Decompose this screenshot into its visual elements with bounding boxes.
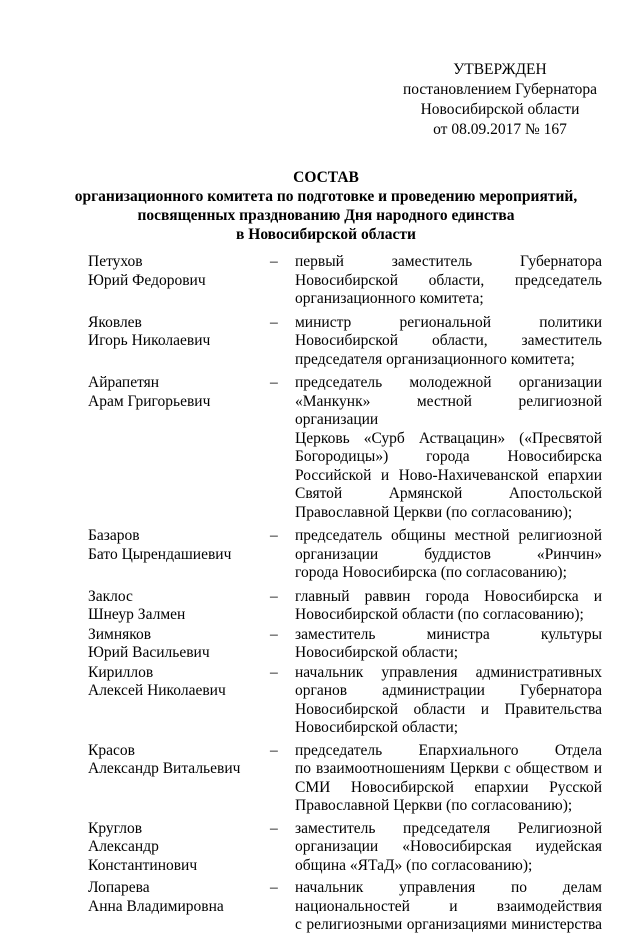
member-role xyxy=(295,626,602,663)
member-surname: Лопарева xyxy=(88,879,150,896)
member-given-name: Бато Цырендашиевич xyxy=(88,545,232,563)
member-role-line: Новосибирской области; xyxy=(295,644,459,661)
member-role-line: начальник управления по делам xyxy=(295,879,602,896)
member-role-line: органов администрации Губернатора xyxy=(295,682,602,699)
member-role-line: по взаимоотношениям Церкви с обществом и xyxy=(295,760,602,777)
member-given-name: Арам Григорьевич xyxy=(88,392,211,410)
member-dash: – xyxy=(270,625,278,643)
member-role-line: заместитель министра культуры xyxy=(295,625,602,643)
member-dash: – xyxy=(270,587,278,605)
member-role xyxy=(295,253,602,309)
member-surname: Петухов xyxy=(88,253,143,270)
committee-member xyxy=(88,314,602,370)
member-dash: – xyxy=(270,313,278,331)
member-name xyxy=(88,820,270,876)
member-role-line: Православной Церкви (по согласованию); xyxy=(295,797,573,814)
member-role-line: Российской и Ново-Нахичеванской епархии xyxy=(295,466,602,484)
member-role-line: организации буддистов «Ринчин» xyxy=(295,545,602,563)
member-role xyxy=(295,742,602,816)
member-role-line: национальностей и взаимодействия xyxy=(295,897,602,915)
member-name xyxy=(88,664,270,738)
member-name xyxy=(88,879,270,935)
member-given-name: Александр Витальевич xyxy=(88,760,241,777)
member-surname: Зимняков xyxy=(88,625,152,643)
member-name xyxy=(88,588,270,625)
committee-member xyxy=(88,664,602,738)
member-dash: – xyxy=(270,879,278,896)
committee-member xyxy=(88,879,602,935)
member-role-line: города Новосибирска (по согласованию); xyxy=(295,564,567,581)
member-role-line: председатель молодежной организации xyxy=(295,374,602,391)
member-given-name: Анна Владимировна xyxy=(88,897,224,915)
member-role-line: Новосибирской области и Правительства xyxy=(295,700,602,718)
member-role-line: председатель Епархиального Отдела xyxy=(295,741,602,759)
member-role-line: председателя организационного комитета; xyxy=(295,350,575,368)
member-role-line: председатель общины местной религиозной xyxy=(295,527,602,544)
member-given-name: Юрий Федорович xyxy=(88,271,206,289)
member-role-line: министр региональной политики xyxy=(295,313,602,331)
member-role-line: организационного комитета; xyxy=(295,290,484,307)
member-dash: – xyxy=(270,819,278,837)
member-given-name: Шнеур Залмен xyxy=(88,606,186,623)
member-surname: Базаров xyxy=(88,527,140,544)
committee-member xyxy=(88,742,602,816)
member-role-line: община «ЯТаД» (по согласованию); xyxy=(295,856,533,874)
member-role-line: Церковь «Сурб Аствацацин» («Пресвятой xyxy=(295,429,602,447)
member-role-line: Новосибирской области, заместитель xyxy=(295,332,602,349)
member-dash: – xyxy=(270,663,278,681)
member-surname: Кириллов xyxy=(88,663,154,681)
member-role-line: СМИ Новосибирской епархии Русской xyxy=(295,778,602,796)
member-role-line: Новосибирской области; xyxy=(295,719,459,736)
member-surname: Красов xyxy=(88,741,135,759)
approval-date: от 08.09.2017 № 167 xyxy=(433,121,567,138)
member-role xyxy=(295,374,602,522)
member-role xyxy=(295,664,602,738)
member-role-line: с религиозными организациями министерства xyxy=(295,916,602,933)
member-role xyxy=(295,820,602,876)
document-title: СОСТАВ xyxy=(293,169,359,186)
approval-line: постановлением Губернатора xyxy=(402,81,598,98)
member-role-line: Богородицы») города Новосибирска xyxy=(295,448,602,465)
approval-title: УТВЕРЖДЕН xyxy=(453,61,547,78)
member-role-line: «Манкунк» местной религиозной организации xyxy=(295,392,602,428)
member-dash: – xyxy=(270,741,278,759)
member-surname: Круглов xyxy=(88,819,143,837)
committee-member xyxy=(88,374,602,522)
member-role-line: первый заместитель Губернатора xyxy=(295,253,602,270)
member-name xyxy=(88,742,270,816)
member-name xyxy=(88,527,270,583)
member-role-line: организации «Новосибирская иудейская xyxy=(295,838,602,855)
member-role-line: Православной Церкви (по согласованию); xyxy=(295,503,573,521)
committee-member xyxy=(88,820,602,876)
member-role-line: Новосибирской области (по согласованию); xyxy=(295,606,584,623)
document-subtitle: организационного комитета по подготовке и проведению мероприятий, xyxy=(74,188,578,205)
approval-stamp xyxy=(400,61,600,141)
member-dash: – xyxy=(270,374,278,391)
document-heading xyxy=(60,168,592,244)
member-role-line: начальник управления административных xyxy=(295,663,602,681)
member-given-name: Алексей Николаевич xyxy=(88,682,226,699)
member-role xyxy=(295,527,602,583)
member-role xyxy=(295,588,602,625)
member-name xyxy=(88,253,270,309)
member-role-line: Святой Армянской Апостольской xyxy=(295,485,602,502)
committee-member xyxy=(88,588,602,625)
committee-member xyxy=(88,253,602,309)
member-given-name: Игорь Николаевич xyxy=(88,332,211,349)
member-role-line: заместитель председателя Религиозной xyxy=(295,819,602,837)
committee-member xyxy=(88,626,602,663)
member-role-line: главный раввин города Новосибирска и xyxy=(295,587,602,605)
member-given-name: Александр Константинович xyxy=(88,838,198,874)
member-role xyxy=(295,879,602,935)
member-dash: – xyxy=(270,253,278,270)
member-role-line: Новосибирской области, председатель xyxy=(295,271,602,289)
member-name xyxy=(88,374,270,522)
member-surname: Заклос xyxy=(88,587,133,605)
approval-line: Новосибирской области xyxy=(420,101,580,118)
document-subtitle: в Новосибирской области xyxy=(236,226,416,243)
committee-member xyxy=(88,527,602,583)
member-name xyxy=(88,626,270,663)
member-given-name: Юрий Васильевич xyxy=(88,644,210,661)
member-role xyxy=(295,314,602,370)
document-subtitle: посвященных празднованию Дня народного единства xyxy=(137,207,515,224)
member-dash: – xyxy=(270,527,278,544)
member-name xyxy=(88,314,270,370)
member-surname: Айрапетян xyxy=(88,374,160,391)
member-surname: Яковлев xyxy=(88,313,142,331)
committee-member-list xyxy=(88,253,602,935)
